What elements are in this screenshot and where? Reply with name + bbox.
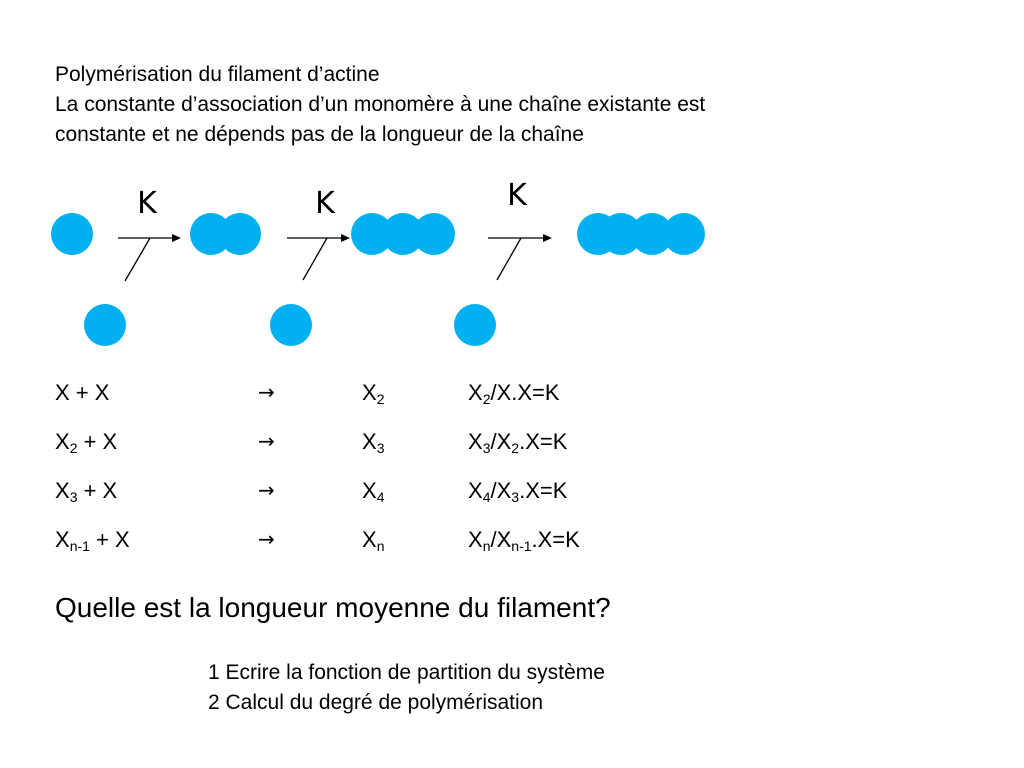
product: $X_3$ bbox=[362, 429, 385, 456]
chain-monomer bbox=[51, 213, 93, 255]
intro-line-3: constante et ne dépends pas de la longueur de la chaîne bbox=[55, 123, 584, 146]
subscript: 3 bbox=[69, 489, 78, 505]
reactants: $X_3 + X$ bbox=[55, 478, 118, 505]
incoming-monomer-bead bbox=[84, 304, 126, 346]
steps-list bbox=[208, 658, 605, 718]
equilibrium-relation: $X_n/X_{n-1}.X=K$ bbox=[468, 527, 580, 554]
reactants: X + X bbox=[55, 380, 110, 405]
incoming-monomer-bead bbox=[454, 304, 496, 346]
monomer-entry-line bbox=[497, 238, 521, 280]
step-1: 1 Ecrire la fonction de partition du système bbox=[208, 661, 605, 684]
subscript: 3 bbox=[482, 440, 491, 456]
equilibrium-relation: $X_4/X_3.X=K$ bbox=[468, 478, 568, 505]
chain-tetramer bbox=[577, 213, 705, 255]
monomer-bead bbox=[663, 213, 705, 255]
association-constant-label: K bbox=[507, 178, 527, 213]
subscript: 4 bbox=[482, 489, 491, 505]
reaction-arrow-symbol: → bbox=[258, 429, 275, 453]
reaction-arrow-symbol: → bbox=[258, 478, 275, 502]
arrow-head-icon bbox=[341, 234, 350, 242]
reaction-arrow-symbol: → bbox=[258, 380, 275, 404]
subscript: 2 bbox=[69, 440, 78, 456]
subscript: 2 bbox=[376, 391, 385, 407]
question-text: Quelle est la longueur moyenne du filament? bbox=[55, 592, 611, 623]
reaction-table bbox=[55, 380, 655, 580]
reaction-arrow-3 bbox=[488, 234, 552, 280]
monomer-entry-line bbox=[125, 238, 150, 281]
reactants: $X_2 + X$ bbox=[55, 429, 118, 456]
chain-dimer bbox=[190, 213, 261, 255]
arrow-head-icon bbox=[172, 234, 181, 242]
equilibrium-relation: $X_2/X.X=K$ bbox=[468, 380, 560, 407]
subscript: n-1 bbox=[69, 538, 90, 554]
subscript: n bbox=[482, 538, 491, 554]
added-monomers bbox=[84, 304, 496, 346]
step-2: 2 Calcul du degré de polymérisation bbox=[208, 691, 544, 714]
subscript: n bbox=[376, 538, 385, 554]
subscript: 3 bbox=[511, 489, 520, 505]
incoming-monomer-bead bbox=[270, 304, 312, 346]
slide-title: Polymérisation du filament d’actine bbox=[55, 63, 380, 86]
reaction-arrow-symbol: → bbox=[258, 527, 275, 551]
product: $X_n$ bbox=[362, 527, 385, 554]
equilibrium-relation: $X_3/X_2.X=K$ bbox=[468, 429, 568, 456]
reaction-arrow-2 bbox=[287, 234, 350, 280]
subscript: 2 bbox=[482, 391, 491, 407]
monomer-entry-line bbox=[303, 238, 327, 280]
reaction-arrow-1 bbox=[118, 234, 181, 281]
arrow-head-icon bbox=[543, 234, 552, 242]
monomer-bead bbox=[219, 213, 261, 255]
subscript: 4 bbox=[376, 489, 385, 505]
association-constant-label: K bbox=[137, 186, 157, 221]
reactants: $X_{n-1} + X$ bbox=[55, 527, 130, 554]
association-constant-label: K bbox=[315, 186, 335, 221]
monomer-bead bbox=[51, 213, 93, 255]
subscript: 3 bbox=[376, 440, 385, 456]
subscript: 2 bbox=[511, 440, 520, 456]
subscript: n-1 bbox=[511, 538, 532, 554]
product: $X_2$ bbox=[362, 380, 385, 407]
polymerization-diagram bbox=[0, 0, 1024, 370]
chain-trimer bbox=[351, 213, 455, 255]
monomer-bead bbox=[413, 213, 455, 255]
intro-line-2: La constante d’association d’un monomère à une chaîne existante est bbox=[55, 93, 706, 116]
product: $X_4$ bbox=[362, 478, 385, 505]
